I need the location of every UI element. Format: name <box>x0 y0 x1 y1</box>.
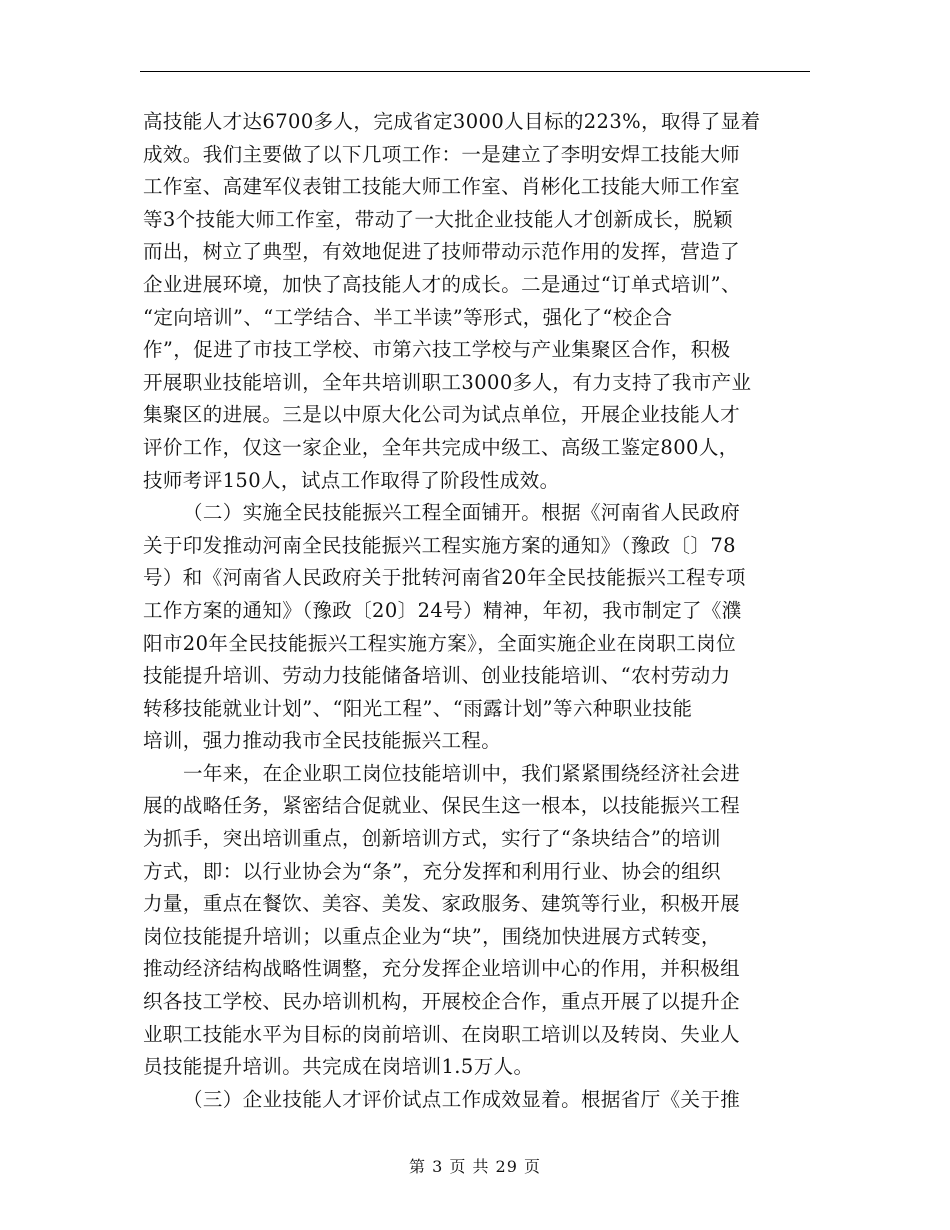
text-line: 阳市20年全民技能振兴工程实施方案》，全面实施企业在岗职工岗位 <box>143 631 736 655</box>
text-line: 技能提升培训、劳动力技能储备培训、创业技能培训、“农村劳动力 <box>143 664 731 688</box>
text-line: 集聚区的进展。三是以中原大化公司为试点单位，开展企业技能人才 <box>143 403 741 427</box>
text-line: 技师考评150人，试点工作取得了阶段性成效。 <box>143 468 560 492</box>
text-line: 业职工技能水平为目标的岗前培训、在岗职工培训以及转岗、失业人 <box>143 1022 741 1046</box>
text-line: 高技能人才达6700多人，完成省定3000人目标的223%，取得了显着 <box>143 110 761 133</box>
text-line: 推动经济结构战略性调整，充分发挥企业培训中心的作用，并积极组 <box>143 957 741 981</box>
text-line: 工作室、高建军仪表钳工技能大师工作室、肖彬化工技能大师工作室 <box>143 175 741 199</box>
text-line: 工作方案的通知》（豫政〔20〕24号）精神，年初，我市制定了《濮 <box>143 598 742 622</box>
text-line: 开展职业技能培训，全年共培训职工3000多人，有力支持了我市产业 <box>143 370 752 394</box>
text-line: 为抓手，突出培训重点，创新培训方式，实行了“条块结合”的培训 <box>143 827 721 851</box>
text-line: 转移技能就业计划”、“阳光工程”、“雨露计划”等六种职业技能 <box>143 696 693 720</box>
text-line: 企业进展环境，加快了高技能人才的成长。二是通过“订单式培训”、 <box>143 272 741 296</box>
document-body <box>143 106 808 1116</box>
text-line: 关于印发推动河南全民技能振兴工程实施方案的通知》（豫政〔〕78 <box>143 533 736 557</box>
text-line: 展的战略任务，紧密结合促就业、保民生这一根本，以技能振兴工程 <box>143 794 741 818</box>
text-line: 织各技工学校、民办培训机构，开展校企合作，重点开展了以提升企 <box>143 990 741 1014</box>
page-number-footer: 第 3 页 共 29 页 <box>409 1157 541 1176</box>
header-rule <box>140 71 810 72</box>
text-line: 方式，即：以行业协会为“条”，充分发挥和利用行业、协会的组织 <box>143 859 721 883</box>
text-line: 力量，重点在餐饮、美容、美发、家政服务、建筑等行业，积极开展 <box>143 892 741 916</box>
paragraph-start-line: 一年来，在企业职工岗位技能培训中，我们紧紧围绕经济社会进 <box>183 761 741 785</box>
text-line: 员技能提升培训。共完成在岗培训1.5万人。 <box>143 1055 534 1079</box>
text-line: 等3个技能大师工作室，带动了一大批企业技能人才创新成长，脱颖 <box>143 207 733 231</box>
text-line: “定向培训”、“工学结合、半工半读”等形式，强化了“校企合 <box>143 305 673 329</box>
text-line: 号）和《河南省人民政府关于批转河南省20年全民技能振兴工程专项 <box>143 566 746 590</box>
text-line: 作”，促进了市技工学校、市第六技工学校与产业集聚区合作，积极 <box>143 338 731 362</box>
text-line: 评价工作，仅这一家企业，全年共完成中级工、高级工鉴定800人， <box>143 435 739 459</box>
paragraph-start-line: （三）企业技能人才评价试点工作成效显着。根据省厅《关于推 <box>183 1087 741 1111</box>
paragraph-start-line: （二）实施全民技能振兴工程全面铺开。根据《河南省人民政府 <box>183 501 741 525</box>
text-line: 而出，树立了典型，有效地促进了技师带动示范作用的发挥，营造了 <box>143 240 741 264</box>
text-line: 岗位技能提升培训；以重点企业为“块”，围绕加快进展方式转变， <box>143 924 721 948</box>
text-line: 培训，强力推动我市全民技能振兴工程。 <box>143 729 502 753</box>
text-line: 成效。我们主要做了以下几项工作：一是建立了李明安焊工技能大师 <box>143 142 741 166</box>
